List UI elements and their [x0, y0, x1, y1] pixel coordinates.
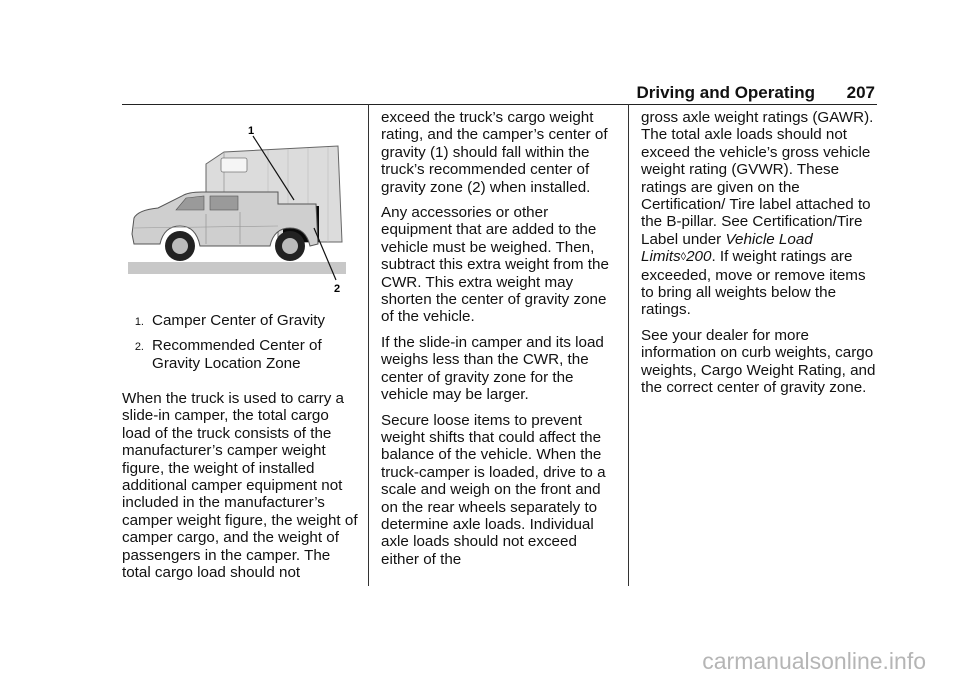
- column-1-text: [122, 390, 360, 581]
- watermark: carmanualsonline.info: [702, 648, 926, 674]
- column-3-text: [641, 109, 879, 405]
- cross-reference-link[interactable]: Vehicle Load Limits: [641, 230, 813, 266]
- legend-text: Camper Center of Gravity: [152, 312, 326, 329]
- column-divider-1: [368, 104, 369, 586]
- paragraph-text: . If weight ratings are exceeded, move or remove items to bring all weights below the ratings.: [641, 248, 866, 319]
- paragraph: [641, 109, 879, 319]
- column-divider-2: [628, 104, 629, 586]
- column-2-text: [381, 109, 619, 576]
- ground: [128, 262, 346, 274]
- figure-legend: [122, 312, 360, 378]
- callout-2: 2: [334, 283, 341, 295]
- reference-arrow-icon: ◊: [680, 251, 687, 264]
- section-title: Driving and Operating: [636, 83, 815, 102]
- paragraph: When the truck is used to carry a slide-in camper, the total cargo load of the truck consists of the manufacturer’s camper weight figure, the weight of installed additional camper equipment not included in the manufacturer’s camper weight figure, the weight of camper cargo, and the weight of passengers in the camper. The total cargo load should not: [122, 390, 358, 582]
- paragraph-text: gross axle weight ratings (GAWR). The total axle loads should not exceed the vehicle’s gross vehicle weight rating (GVWR). These ratings are given on the Certification/ Tire label attached to the B-pillar. See Certification/Tire Label under: [641, 109, 874, 248]
- paragraph: Any accessories or other equipment that are added to the vehicle must be weighed. Then, subtract this extra weight from the CWR. This extra weight may shorten the center of gravity zone of the vehicle.: [381, 204, 609, 326]
- legend-number: 2.: [134, 341, 144, 354]
- truck-camper-illustration: [128, 124, 350, 300]
- paragraph: See your dealer for more information on curb weights, cargo weights, Cargo Weight Rating, and the correct center of gravity zone.: [641, 326, 876, 397]
- page-number: 207: [846, 83, 875, 102]
- callout-1: 1: [248, 125, 255, 137]
- paragraph: exceed the truck’s cargo weight rating, and the camper’s center of gravity (1) should fall within the truck’s recommended center of gravity zone (2) when installed.: [381, 109, 608, 196]
- paragraph: Secure loose items to prevent weight shifts that could affect the balance of the vehicle. When the truck-camper is loaded, drive to a scale and weigh on the front and on the rear wheels separately to determine axle loads. Individual axle loads should not exceed either of the: [381, 411, 606, 568]
- camper-window: [221, 158, 247, 172]
- legend-number: 1.: [134, 316, 144, 328]
- legend-text: Recommended Center of Gravity Location Zone: [152, 337, 322, 372]
- cross-reference-page[interactable]: 200: [686, 248, 712, 266]
- paragraph: If the slide-in camper and its load weighs less than the CWR, the center of gravity zone for the vehicle may be larger.: [381, 333, 604, 404]
- legend-item: [122, 337, 360, 372]
- page-header: [122, 84, 877, 105]
- legend-item: [122, 312, 360, 331]
